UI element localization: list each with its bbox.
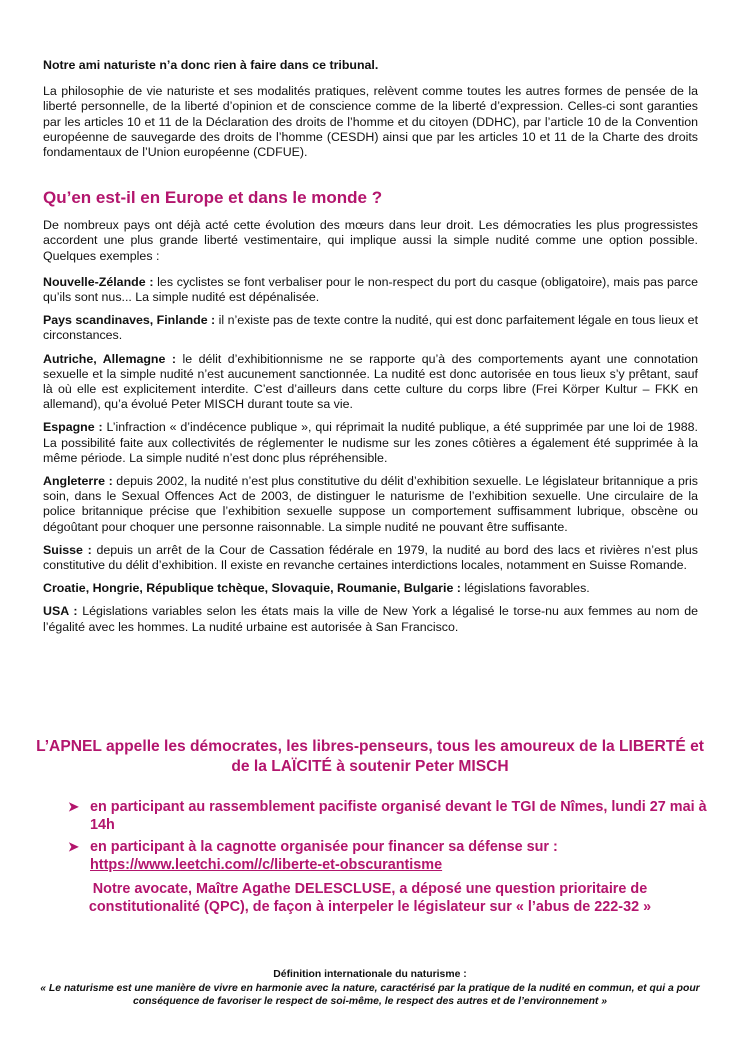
document-body — [43, 58, 698, 643]
country-text: il n’existe pas de texte contre la nudité, qui est donc parfaitement légale en tous lieux et circonstances. — [43, 313, 699, 343]
definition-block — [40, 968, 700, 1009]
country-name: Croatie, Hongrie, République tchèque, Slovaquie, Roumanie, Bulgarie : — [43, 581, 461, 596]
country-name: Pays scandinaves, Finlande : — [43, 313, 216, 328]
country-text: législations favorables. — [460, 581, 590, 596]
definition-quote: « Le naturisme est une manière de vivre en harmonie avec la nature, caractérisé par la pratique de la nudité en commun, et qui a pour conséquence de favoriser le respect de soi-même, le respect des autres et de l’environnement » — [40, 982, 700, 1007]
action-item — [68, 838, 708, 874]
country-text: L’infraction « d’indécence publique », qui réprimait la nudité publique, a été supprimée par une loi de 1988. La possibilité faite aux collectivités de réglementer le nudisme sur les zones côtières a également été supprimée à la même période. La simple nudité n’est donc plus répréhensible. — [43, 420, 699, 465]
country-item — [43, 581, 698, 596]
appeal-heading: L’APNEL appelle les démocrates, les libres-penseurs, tous les amoureux de la LIBERTÉ et de la LAÏCITÉ à soutenir Peter MISCH — [36, 738, 704, 775]
country-name: Espagne : — [43, 420, 103, 435]
country-item — [43, 420, 698, 466]
action-list — [68, 798, 708, 878]
arrow-right-icon: ➤ — [68, 839, 79, 854]
country-text: Législations variables selon les états mais la ville de New York a légalisé le torse-nu aux femmes au nom de l’égalité avec les hommes. La nudité urbaine est autorisée à San Francisco. — [43, 604, 698, 634]
definition-title: Définition internationale du naturisme : — [273, 969, 467, 980]
country-item — [43, 474, 698, 535]
country-text: les cyclistes se font verbaliser pour le non-respect du port du casque (obligatoire), mais pas parce qu’ils sont nus... La simple nudité est dépénalisée. — [43, 274, 698, 305]
action-text: en participant à la cagnotte organisée pour financer sa défense sur : — [90, 839, 558, 855]
country-item — [43, 543, 698, 573]
country-item — [43, 313, 698, 343]
country-name: Angleterre : — [43, 474, 113, 489]
country-item — [43, 604, 698, 634]
intro-paragraph: La philosophie de vie naturiste et ses modalités pratiques, relèvent comme toutes les autres formes de pensée de la liberté personnelle, de la liberté d’opinion et de conscience comme de la liberté d’expression. Celles-ci sont garanties par les articles 10 et 11 de la Déclaration des droits de l’homme et du citoyen (DDHC), par l’article 10 de la Convention européenne de sauvegarde des droits de l’homme (CESDH) ainsi que par les articles 10 et 11 de la Charte des droits fondamentaux de l’Union européenne (CDFUE). — [43, 84, 698, 160]
lead-sentence: Notre ami naturiste n’a donc rien à faire dans ce tribunal. — [43, 58, 379, 72]
country-text: depuis 2002, la nudité n’est plus constitutive du délit d’exhibition sexuelle. Le législateur britannique a pris soin, dans le Sexual Offences Act de 2003, de distinguer le naturisme de l’exhibition sexuelle. Une circulaire de la police britannique précise que l’exhibition sexuelle suppose un comportement suffisamment lubrique, obscène ou dégoûtant pour choquer une personne raisonnable. La simple nudité ne pouvant être suffisante. — [43, 474, 698, 534]
country-name: Nouvelle-Zélande : — [43, 274, 154, 289]
country-name: Suisse : — [43, 542, 92, 557]
action-item — [68, 798, 708, 834]
section-intro: De nombreux pays ont déjà acté cette évolution des mœurs dans leur droit. Les démocraties les plus progressistes accordent une plus grande liberté vestimentaire, qui implique aussi la simple nudité comme une option possible. Quelques exemples : — [43, 218, 698, 263]
country-item — [43, 275, 698, 305]
country-text: le délit d’exhibitionnisme ne se rapporte qu’à des comportements ayant une connotation sexuelle et la simple nudité n’est aucunement sanctionnée. La nudité est donc autorisée en tous lieux s’y prêtant, sauf là où elle est explicitement interdite. C’est d’ailleurs dans cette culture du corps libre (Frei Körper Kultur – FKK en allemand), qu’a évolué Peter MISCH durant toute sa vie. — [43, 351, 698, 412]
lawyer-statement: Notre avocate, Maître Agathe DELESCLUSE, a déposé une question prioritaire de constitutionalité (QPC), de façon à interpeler le législateur sur « l’abus de 222-32 » — [88, 881, 652, 915]
fundraiser-link[interactable]: https://www.leetchi.com//c/liberte-et-obscurantisme — [90, 857, 443, 873]
section-title: Qu’en est-il en Europe et dans le monde ? — [43, 188, 383, 208]
country-name: USA : — [43, 604, 78, 619]
country-item — [43, 352, 698, 413]
arrow-right-icon: ➤ — [68, 799, 79, 814]
country-name: Autriche, Allemagne : — [43, 351, 176, 366]
action-text: en participant au rassemblement pacifiste organisé devant le TGI de Nîmes, lundi 27 mai à 14h — [90, 799, 707, 833]
country-text: depuis un arrêt de la Cour de Cassation fédérale en 1979, la nudité au bord des lacs et rivières n’est plus constitutive du délit d’exhibition. Il existe en revanche certaines interdictions locales, notamment en Suisse Romande. — [43, 542, 698, 573]
country-list — [43, 275, 698, 635]
